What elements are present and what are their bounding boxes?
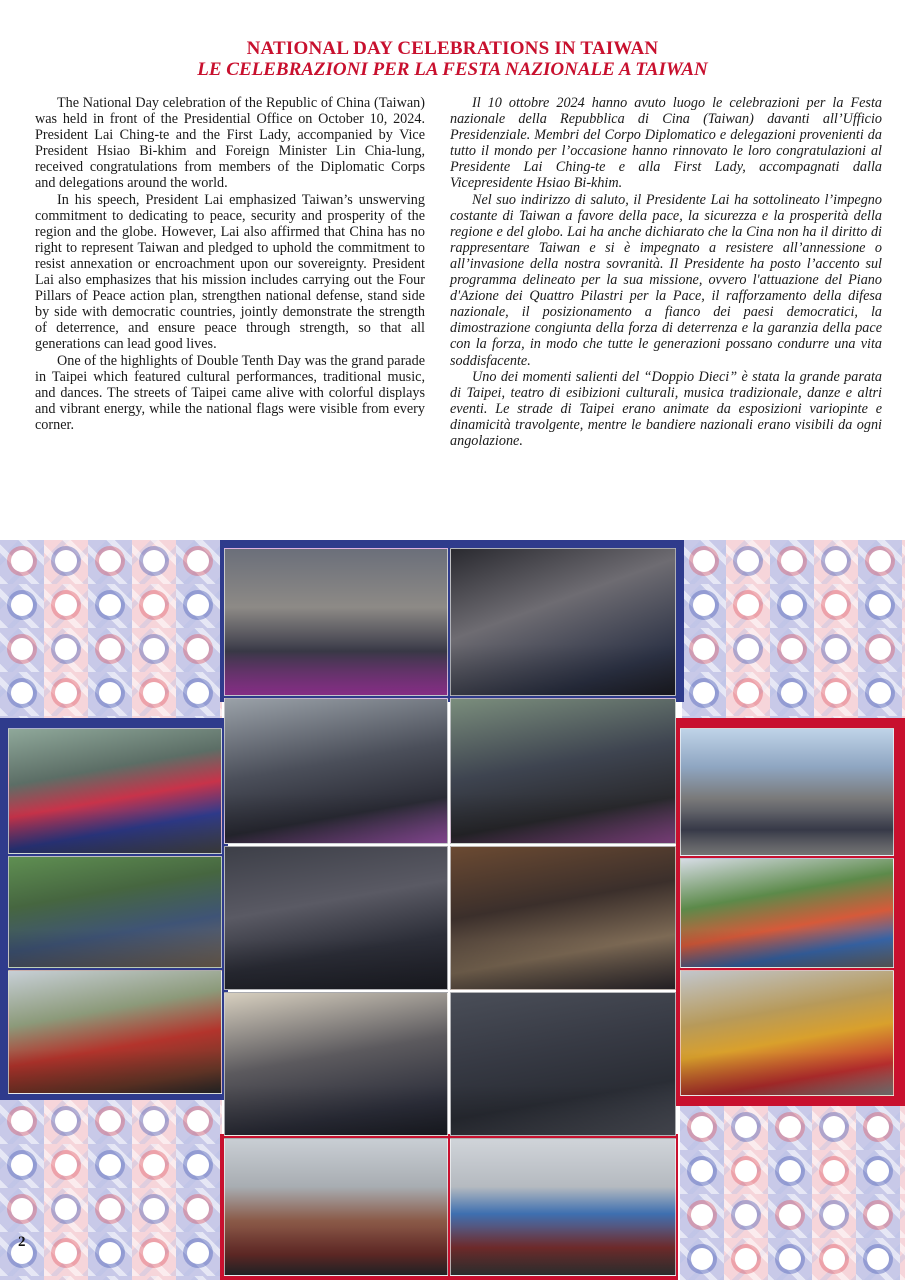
plum-blossom-icon	[691, 1160, 713, 1182]
plum-blossom-icon	[737, 550, 759, 572]
plum-blossom-icon	[11, 682, 33, 704]
plum-blossom-icon	[99, 550, 121, 572]
plum-blossom-icon	[869, 682, 891, 704]
photo-diplomatic-corps	[224, 846, 448, 990]
plum-blossom-icon	[735, 1248, 757, 1270]
plum-blossom-icon	[187, 1242, 209, 1264]
plum-blossom-icon	[867, 1116, 889, 1138]
italian-column	[450, 95, 882, 449]
plum-blossom-icon	[825, 638, 847, 660]
plum-blossom-icon	[691, 1204, 713, 1226]
plum-blossom-icon	[143, 638, 165, 660]
plum-blossom-icon	[735, 1116, 757, 1138]
plum-blossom-icon	[55, 594, 77, 616]
plum-blossom-icon	[55, 682, 77, 704]
english-column	[35, 95, 425, 433]
photo-costumed-parade	[680, 858, 894, 968]
plum-blossom-icon	[187, 550, 209, 572]
plum-blossom-icon	[693, 550, 715, 572]
plum-blossom-icon	[869, 638, 891, 660]
photo-guests-clapping	[224, 992, 448, 1136]
plum-blossom-icon	[143, 594, 165, 616]
plum-blossom-icon	[779, 1204, 801, 1226]
plum-blossom-icon	[737, 594, 759, 616]
italian-paragraph-1: Il 10 ottobre 2024 hanno avuto luogo le celebrazioni per la Festa nazionale della Repubblica di Cina (Taiwan) davanti all’Ufficio Presidenziale. Membri del Corpo Diplomatico e delegazioni provenienti da tutto il mondo per l’occasione hanno rinnovato le loro congratulazioni al Presidente Lai Ching-te e alla First Lady, accompagnati dalla Vicepresidente Hsiao Bi-khim.	[450, 95, 882, 192]
plum-blossom-icon	[823, 1160, 845, 1182]
plum-blossom-icon	[99, 1110, 121, 1132]
photo-presidential-office	[224, 1138, 448, 1276]
plum-blossom-icon	[693, 638, 715, 660]
plum-blossom-icon	[55, 1198, 77, 1220]
plum-blossom-icon	[825, 682, 847, 704]
plum-blossom-icon	[99, 1242, 121, 1264]
plum-blossom-icon	[143, 1242, 165, 1264]
photo-delegation-group	[450, 992, 676, 1136]
photo-indigenous-dancers	[8, 970, 222, 1094]
english-paragraph-1: The National Day celebration of the Republic of China (Taiwan) was held in front of the Presidential Office on October 10, 2024. President Lai Ching-te and the First Lady, accompanied by Vice President Hsiao Bi-khim and Foreign Minister Lin Chia-lung, received congratulations from members of the Diplomatic Corps and delegations around the world.	[35, 95, 425, 192]
plum-blossom-icon	[99, 638, 121, 660]
plum-blossom-icon	[143, 1198, 165, 1220]
plum-blossom-icon	[781, 682, 803, 704]
plum-blossom-icon	[187, 682, 209, 704]
plum-blossom-icon	[779, 1248, 801, 1270]
italian-paragraph-2: Nel suo indirizzo di saluto, il Presidente Lai ha sottolineato l’impegno costante di Taiwan a favore della pace, la sicurezza e la prosperità della regione e del globo. Lai ha anche dichiarato che la Cina non ha il diritto di rappresentare Taiwan e si è impegnato a resistere all’annessione o all’invasione della nostra sovranità. Il Presidente ha posto l’accento sul programma delineato per la sua missione, ovvero l'attuazione del Piano d'Azione dei Quattro Pilastri per la Pace, il rafforzamento della difesa nazionale, il posizionamento a fianco dei paesi democratici, la dimostrazione congiunta della forza di deterrenza e la garanzia della pace con la forza, in modo che tutte le generazioni possano condurre una vita soddisfacente.	[450, 191, 882, 369]
plum-blossom-icon	[691, 1248, 713, 1270]
plum-blossom-icon	[781, 550, 803, 572]
plum-blossom-icon	[55, 638, 77, 660]
article-titles	[0, 38, 905, 80]
italian-paragraph-3: Uno dei momenti salienti del “Doppio Dieci” è stata la grande parata di Taipei, teatro di esibizioni culturali, musica tradizionale, danze e altri eventi. Le strade di Taipei erano animate da esposizioni variopinte e dinamicità travolgente, mentre le bandiere nazionali erano visibili da ogni angolazione.	[450, 368, 882, 449]
plum-blossom-icon	[823, 1248, 845, 1270]
plum-blossom-icon	[99, 682, 121, 704]
photo-band-performance	[8, 856, 222, 968]
photo-dignitaries-applauding	[450, 698, 676, 844]
photo-officials-seated	[450, 548, 676, 696]
plum-blossom-icon	[11, 1110, 33, 1132]
plum-blossom-icon	[735, 1160, 757, 1182]
plum-blossom-icon	[825, 594, 847, 616]
plum-blossom-icon	[55, 550, 77, 572]
plum-blossom-icon	[55, 1110, 77, 1132]
pattern-bottom-right	[680, 1106, 905, 1280]
plum-blossom-icon	[55, 1154, 77, 1176]
plum-blossom-icon	[187, 1110, 209, 1132]
plum-blossom-icon	[187, 638, 209, 660]
plum-blossom-icon	[11, 1154, 33, 1176]
pattern-top-left	[0, 540, 222, 720]
pattern-bottom-left	[0, 1100, 222, 1280]
plum-blossom-icon	[823, 1204, 845, 1226]
plum-blossom-icon	[693, 594, 715, 616]
plum-blossom-icon	[869, 550, 891, 572]
plum-blossom-icon	[11, 594, 33, 616]
plum-blossom-icon	[867, 1204, 889, 1226]
plum-blossom-icon	[187, 1154, 209, 1176]
photo-parade-stage	[450, 1138, 676, 1276]
page-number: 2	[18, 1234, 26, 1250]
plum-blossom-icon	[99, 1198, 121, 1220]
photo-dragon-dance	[680, 970, 894, 1096]
photo-reception-toast	[450, 846, 676, 990]
plum-blossom-icon	[867, 1248, 889, 1270]
plum-blossom-icon	[779, 1160, 801, 1182]
english-paragraph-2: In his speech, President Lai emphasized Taiwan’s unswerving commitment to dedicating to peace, security and prosperity of the region and the globe. However, Lai also affirmed that China has no right to represent Taiwan and pledged to uphold the commitment to resist annexation or encroachment upon our sovereignty. President Lai also emphasizes that his mission includes carrying out the Four Pillars of Peace action plan, strengthen national defense, stand side by side with democratic countries, jointly demonstrate the strength of deterrence, and ensure peace through strength, so that all generations can lead good lives.	[35, 191, 425, 353]
plum-blossom-icon	[99, 1154, 121, 1176]
plum-blossom-icon	[11, 638, 33, 660]
plum-blossom-icon	[143, 1154, 165, 1176]
plum-blossom-icon	[735, 1204, 757, 1226]
plum-blossom-icon	[823, 1116, 845, 1138]
english-paragraph-3: One of the highlights of Double Tenth Day was the grand parade in Taipei which featured cultural performances, traditional music, and dances. The streets of Taipei came alive with colorful displays and vibrant energy, while the national flags were visible from every corner.	[35, 352, 425, 433]
plum-blossom-icon	[11, 550, 33, 572]
pattern-top-right	[682, 540, 905, 720]
plum-blossom-icon	[737, 638, 759, 660]
title-english: NATIONAL DAY CELEBRATIONS IN TAIWAN	[246, 38, 659, 59]
plum-blossom-icon	[187, 594, 209, 616]
plum-blossom-icon	[691, 1116, 713, 1138]
plum-blossom-icon	[869, 594, 891, 616]
plum-blossom-icon	[99, 594, 121, 616]
plum-blossom-icon	[143, 1110, 165, 1132]
photo-military-parade	[680, 728, 894, 856]
plum-blossom-icon	[187, 1198, 209, 1220]
plum-blossom-icon	[781, 594, 803, 616]
plum-blossom-icon	[825, 550, 847, 572]
photo-officials-with-flowers	[224, 698, 448, 844]
plum-blossom-icon	[693, 682, 715, 704]
photo-president-waving-banner	[224, 548, 448, 696]
plum-blossom-icon	[143, 550, 165, 572]
plum-blossom-icon	[55, 1242, 77, 1264]
plum-blossom-icon	[737, 682, 759, 704]
plum-blossom-icon	[11, 1198, 33, 1220]
plum-blossom-icon	[781, 638, 803, 660]
plum-blossom-icon	[867, 1160, 889, 1182]
photo-flag-performer	[8, 728, 222, 854]
plum-blossom-icon	[143, 682, 165, 704]
title-italian: LE CELEBRAZIONI PER LA FESTA NAZIONALE A TAIWAN	[197, 59, 708, 80]
plum-blossom-icon	[779, 1116, 801, 1138]
